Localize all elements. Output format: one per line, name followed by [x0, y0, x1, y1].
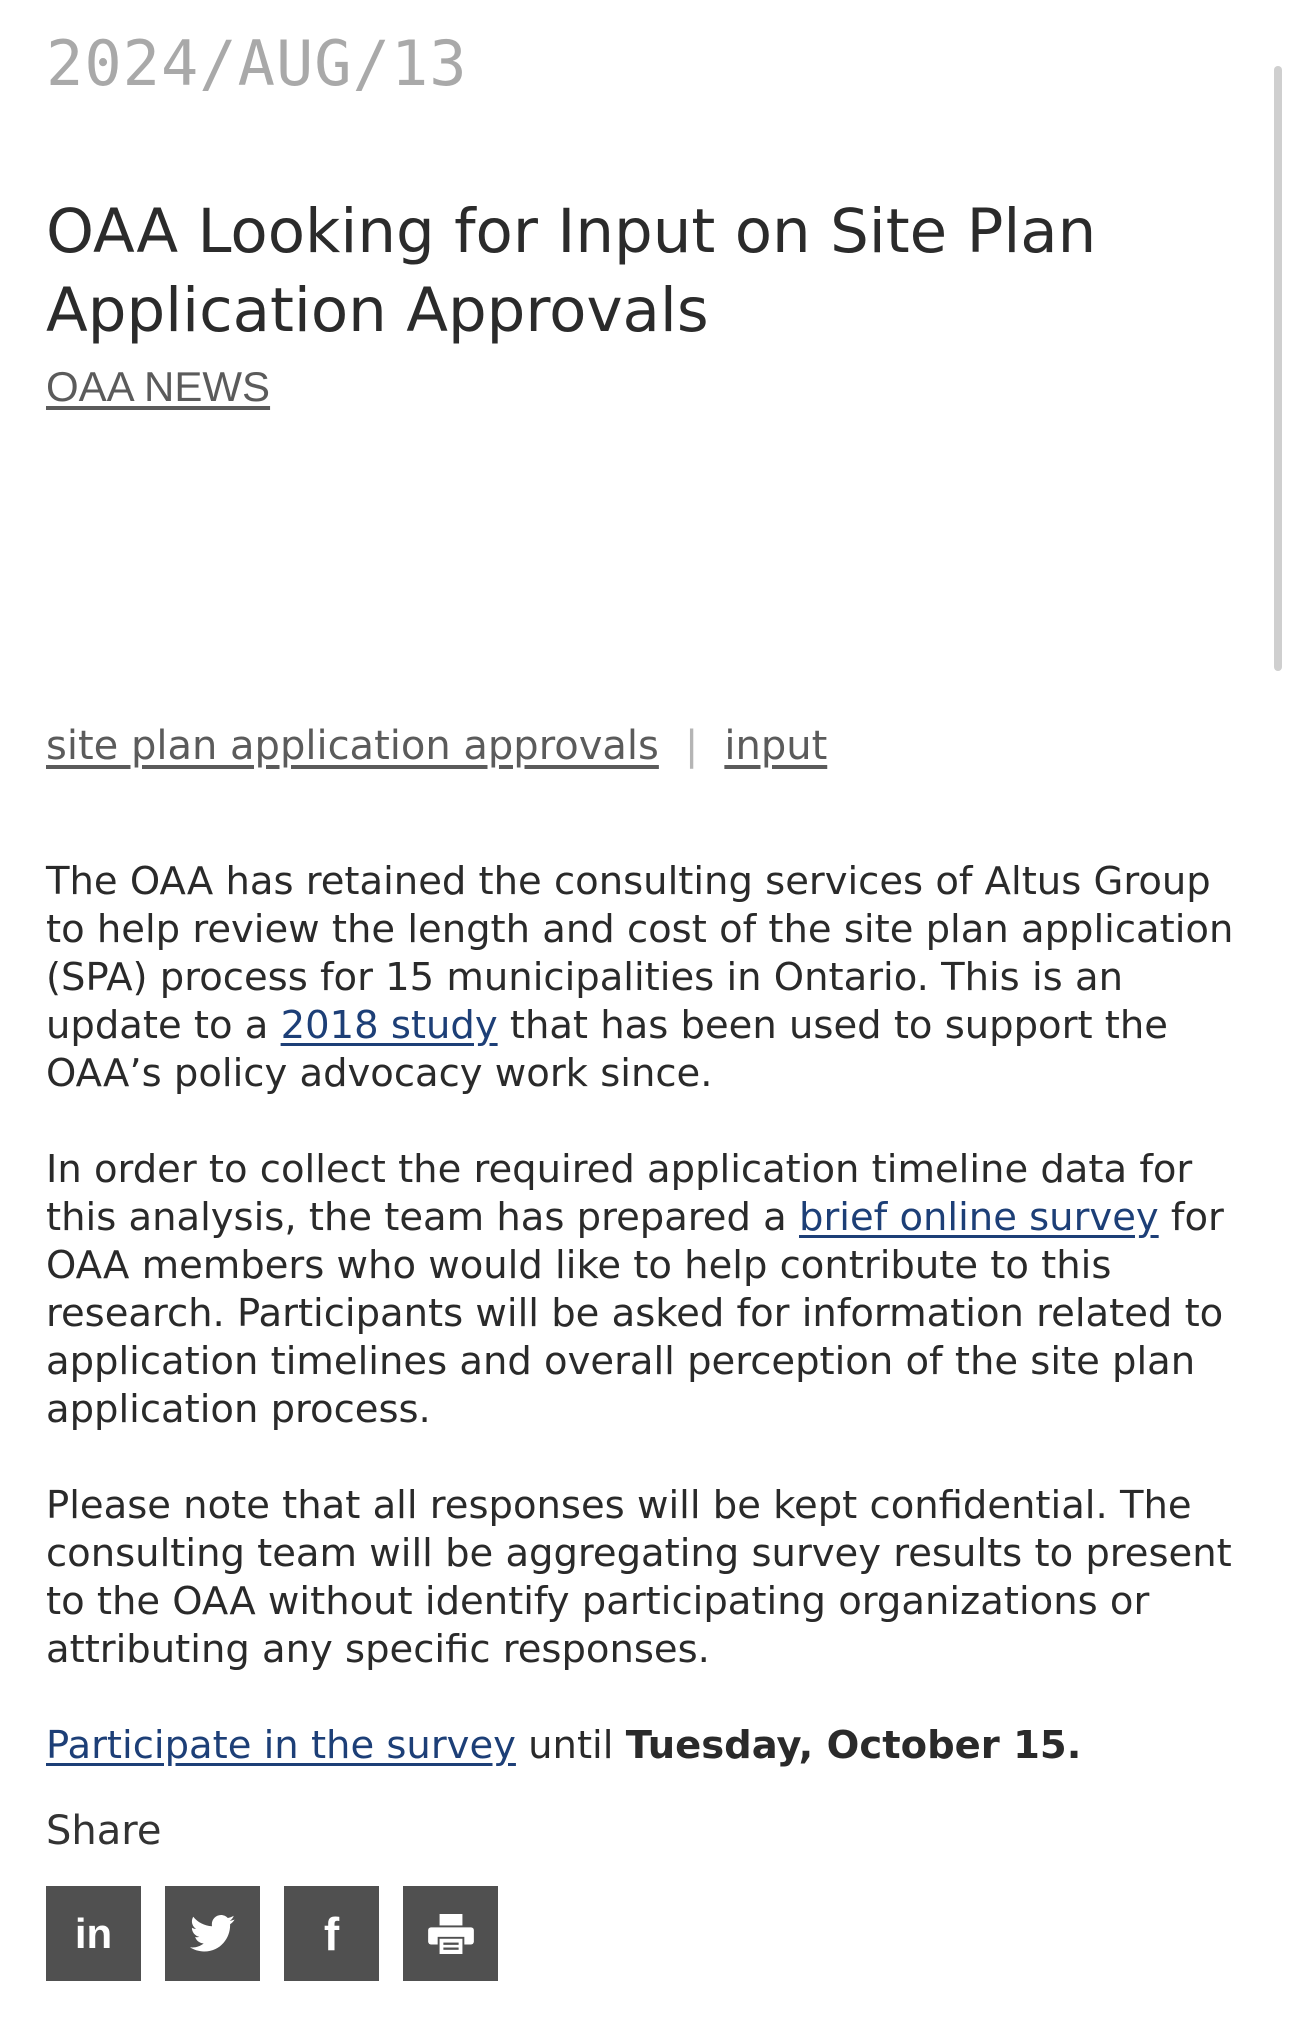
share-buttons: [46, 1886, 498, 1981]
share-label: Share: [46, 1808, 162, 1854]
article-title: OAA Looking for Input on Site Plan Application Approvals: [46, 196, 1097, 346]
scrollbar[interactable]: [1274, 66, 1282, 671]
paragraph-confidential: Please note that all responses will be kept confidential. The consulting team will be aggregating survey results to present to the OAA without identify participating organizations or attributing any specific responses.: [46, 1483, 1232, 1672]
article-body: [46, 858, 1246, 1818]
study-2018-link[interactable]: 2018 study: [280, 1003, 498, 1048]
deadline-date: Tuesday, October 15.: [625, 1723, 1082, 1768]
print-button[interactable]: [403, 1886, 498, 1981]
category-link[interactable]: OAA NEWS: [46, 363, 271, 410]
linkedin-icon: in: [74, 1909, 113, 1957]
online-survey-link[interactable]: brief online survey: [799, 1195, 1159, 1240]
facebook-share-button[interactable]: [284, 1886, 379, 1981]
article-date: 2024/AUG/13: [46, 27, 468, 100]
paragraph-deadline: Participate in the survey until Tuesday, October 15.: [46, 1723, 1082, 1768]
tag-site-plan-application-approvals[interactable]: site plan application approvals: [46, 723, 659, 769]
twitter-share-button[interactable]: [165, 1886, 260, 1981]
twitter-icon: [190, 1915, 236, 1953]
print-icon: [428, 1914, 474, 1954]
paragraph-survey: In order to collect the required application timeline data for this analysis, the team has prepared a brief online survey for OAA members who would like to help contribute to this research. Participants will be asked for information related to application timelines and overall perception of the site plan application process.: [46, 1147, 1224, 1432]
facebook-icon: f: [323, 1907, 340, 1960]
tag-list: [46, 720, 827, 772]
participate-survey-link[interactable]: Participate in the survey: [46, 1723, 516, 1768]
linkedin-share-button[interactable]: [46, 1886, 141, 1981]
paragraph-intro: The OAA has retained the consulting services of Altus Group to help review the length and cost of the site plan application (SPA) process for 15 municipalities in Ontario. This is an update to a 2018 study that has been used to support the OAA’s policy advocacy work since.: [46, 859, 1234, 1096]
tag-input[interactable]: input: [724, 723, 828, 769]
tag-separator: |: [684, 723, 699, 769]
